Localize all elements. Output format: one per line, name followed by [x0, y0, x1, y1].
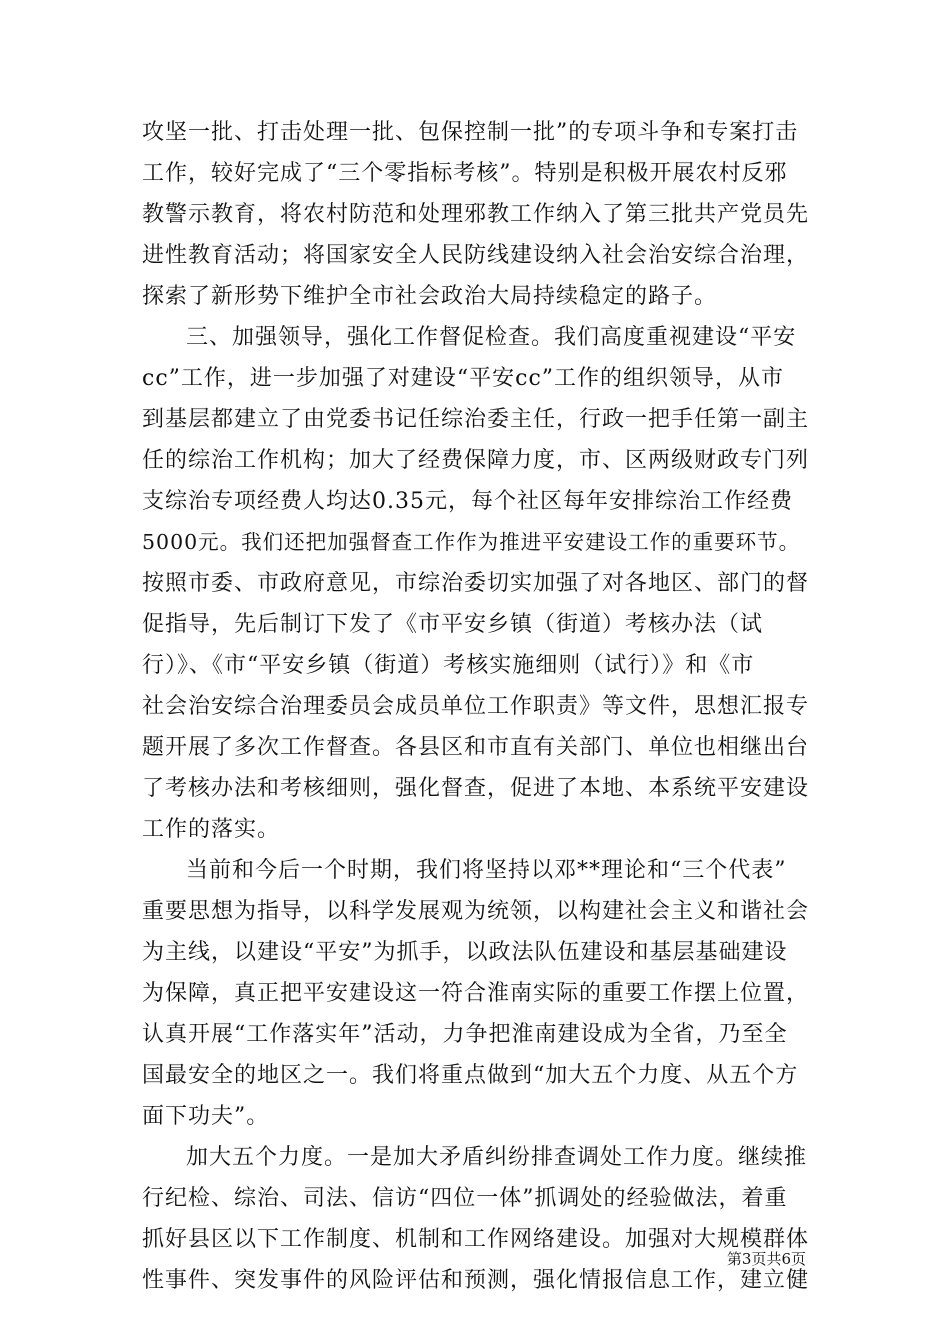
text-line: 按照市委、市政府意见，市综治委切实加强了对各地区、部门的督: [142, 571, 810, 596]
text-line: 面下功夫”。: [142, 1104, 270, 1129]
text-line: 社会治安综合治理委员会成员单位工作职责》等文件，思想汇报专: [142, 694, 810, 719]
text-line: 抓好县区以下工作制度、机制和工作网络建设。加强对大规模群体: [142, 1227, 810, 1252]
text-line: 工作，较好完成了“三个零指标考核”。特别是积极开展农村反邪: [142, 161, 788, 186]
text-line: 当前和今后一个时期，我们将坚持以邓**理论和“三个代表”: [186, 858, 787, 883]
text-line: 为保障，真正把平安建设这一符合淮南实际的重要工作摆上位置，: [142, 981, 810, 1006]
text-line: 到基层都建立了由党委书记任综治委主任，行政一把手任第一副主: [142, 407, 810, 432]
document-body: [142, 112, 812, 1301]
text-line: 为主线，以建设“平安”为抓手，以政法队伍建设和基层基础建设: [142, 940, 788, 965]
text-line: 了考核办法和考核细则，强化督查，促进了本地、本系统平安建设: [142, 776, 810, 801]
text-line: 探索了新形势下维护全市社会政治大局持续稳定的路子。: [142, 284, 718, 309]
text-line: 支综治专项经费人均达0.35元，每个社区每年安排综治工作经费: [142, 489, 793, 514]
text-line: 任的综治工作机构；加大了经费保障力度，市、区两级财政专门列: [142, 448, 810, 473]
text-line: cc”工作，进一步加强了对建设“平安cc”工作的组织领导，从市: [142, 366, 785, 391]
text-line: 题开展了多次工作督查。各县区和市直有关部门、单位也相继出台: [142, 735, 810, 760]
text-line: 认真开展“工作落实年”活动，力争把淮南建设成为全省，乃至全: [142, 1022, 788, 1047]
text-line: 性事件、突发事件的风险评估和预测，强化情报信息工作，建立健: [142, 1268, 810, 1293]
text-line: 行）》、《市“平安乡镇（街道）考核实施细则（试行）》和《市: [142, 653, 755, 678]
text-line: 促指导，先后制订下发了《市平安乡镇（街道）考核办法（试: [142, 612, 764, 637]
text-line: 教警示教育，将农村防范和处理邪教工作纳入了第三批共产党员先: [142, 202, 810, 227]
page-number: 第3页共6页: [726, 1250, 806, 1268]
text-line: 国最安全的地区之一。我们将重点做到“加大五个力度、从五个方: [142, 1063, 799, 1088]
text-line: 三、加强领导，强化工作督促检查。我们高度重视建设“平安: [186, 325, 797, 350]
text-line: 进性教育活动；将国家安全人民防线建设纳入社会治安综合治理，: [142, 243, 810, 268]
text-line: 攻坚一批、打击处理一批、包保控制一批”的专项斗争和专案打击: [142, 120, 799, 145]
text-line: 5000元。我们还把加强督查工作作为推进平安建设工作的重要环节。: [142, 530, 801, 554]
text-line: 重要思想为指导，以科学发展观为统领，以构建社会主义和谐社会: [142, 899, 810, 924]
text-line: 工作的落实。: [142, 817, 281, 842]
text-line: 加大五个力度。一是加大矛盾纠纷排查调处工作力度。继续推: [186, 1145, 808, 1170]
text-line: 行纪检、综治、司法、信访“四位一体”抓调处的经验做法，着重: [142, 1186, 788, 1211]
